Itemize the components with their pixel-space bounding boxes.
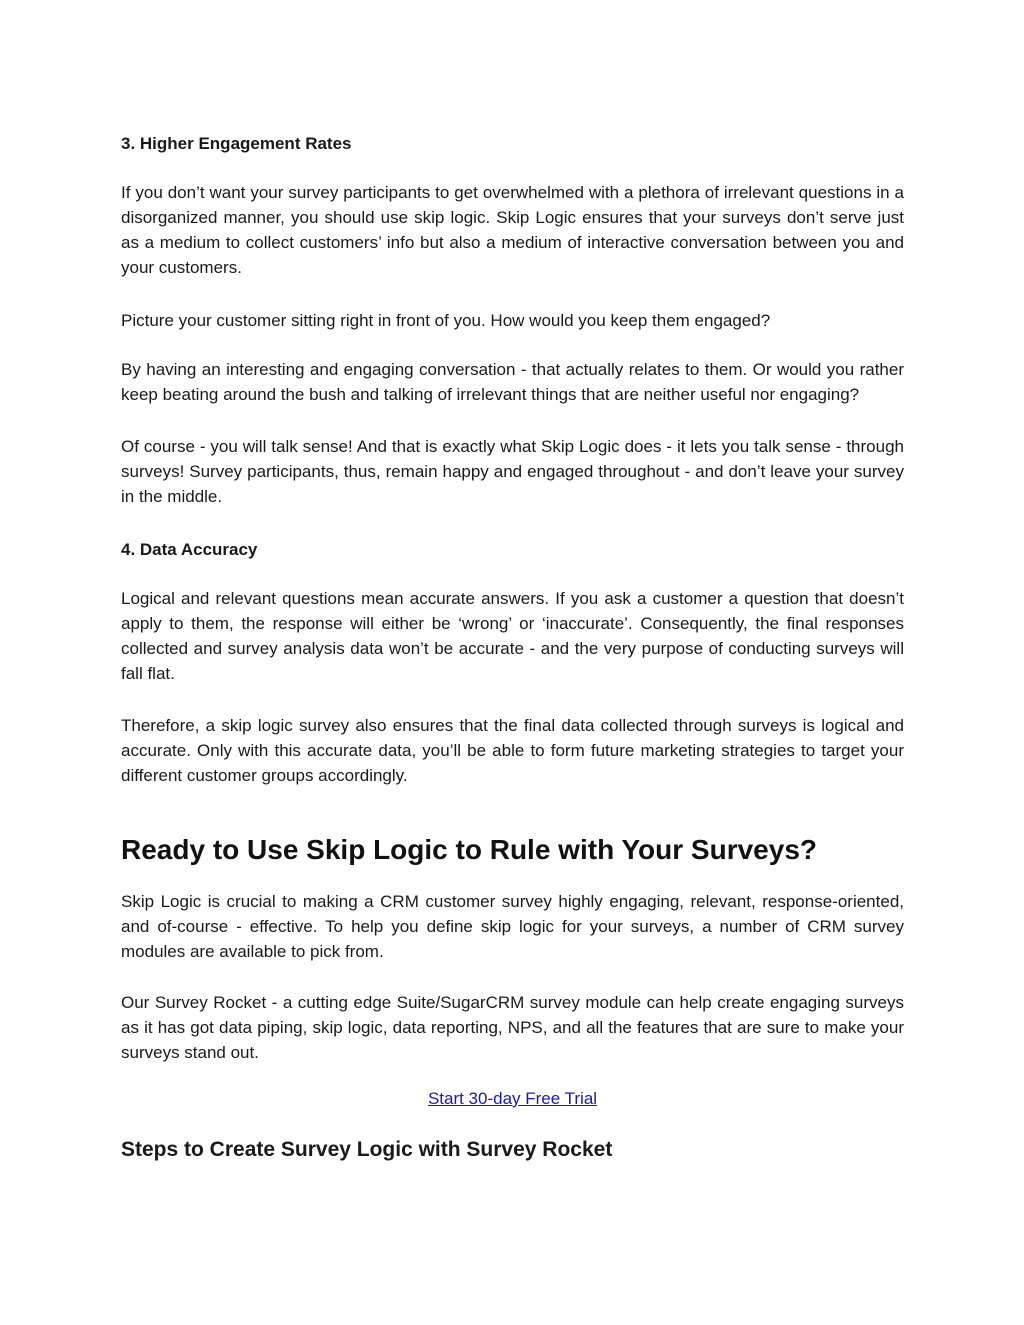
section-heading-engagement: 3. Higher Engagement Rates: [121, 134, 352, 153]
cta-container: [121, 1086, 904, 1111]
paragraph-engagement-1: If you don’t want your survey participants to get overwhelmed with a plethora of irrelevant questions in a disorganized manner, you should use skip logic. Skip Logic ensures that your surveys don’t serve just as a medium to collect customers’ info but also a medium of interactive conversation between you and your customers.: [121, 183, 904, 277]
document-page: [121, 131, 904, 1164]
section-heading-steps: Steps to Create Survey Logic with Survey Rocket: [121, 1138, 613, 1161]
section-heading-data-accuracy: 4. Data Accuracy: [121, 540, 258, 559]
paragraph-engagement-3: By having an interesting and engaging conversation - that actually relates to them. Or would you rather keep beating around the bush and talking of irrelevant things that are neither useful nor engaging?: [121, 360, 904, 404]
paragraph-ready-1: Skip Logic is crucial to making a CRM customer survey highly engaging, relevant, response-oriented, and of-course - effective. To help you define skip logic for your surveys, a number of CRM survey modules are available to pick from.: [121, 892, 904, 961]
paragraph-accuracy-2: Therefore, a skip logic survey also ensures that the final data collected through surveys is logical and accurate. Only with this accurate data, you’ll be able to form future marketing strategies to target your different customer groups accordingly.: [121, 716, 904, 785]
free-trial-link[interactable]: Start 30-day Free Trial: [427, 1089, 598, 1108]
paragraph-accuracy-1: Logical and relevant questions mean accurate answers. If you ask a customer a question that doesn’t apply to them, the response will either be ‘wrong’ or ‘inaccurate’. Consequently, the final responses collected and survey analysis data won’t be accurate - and the very purpose of conducting surveys will fall flat.: [121, 589, 904, 683]
paragraph-ready-2: Our Survey Rocket - a cutting edge Suite/SugarCRM survey module can help create engaging surveys as it has got data piping, skip logic, data reporting, NPS, and all the features that are sure to make your surveys stand out.: [121, 993, 904, 1062]
paragraph-engagement-4: Of course - you will talk sense! And that is exactly what Skip Logic does - it lets you talk sense - through surveys! Survey participants, thus, remain happy and engaged throughout - and don’t leave your survey in the middle.: [121, 437, 904, 506]
section-heading-ready: Ready to Use Skip Logic to Rule with Your Surveys?: [121, 834, 817, 865]
paragraph-engagement-2: Picture your customer sitting right in front of you. How would you keep them engaged?: [121, 311, 771, 330]
